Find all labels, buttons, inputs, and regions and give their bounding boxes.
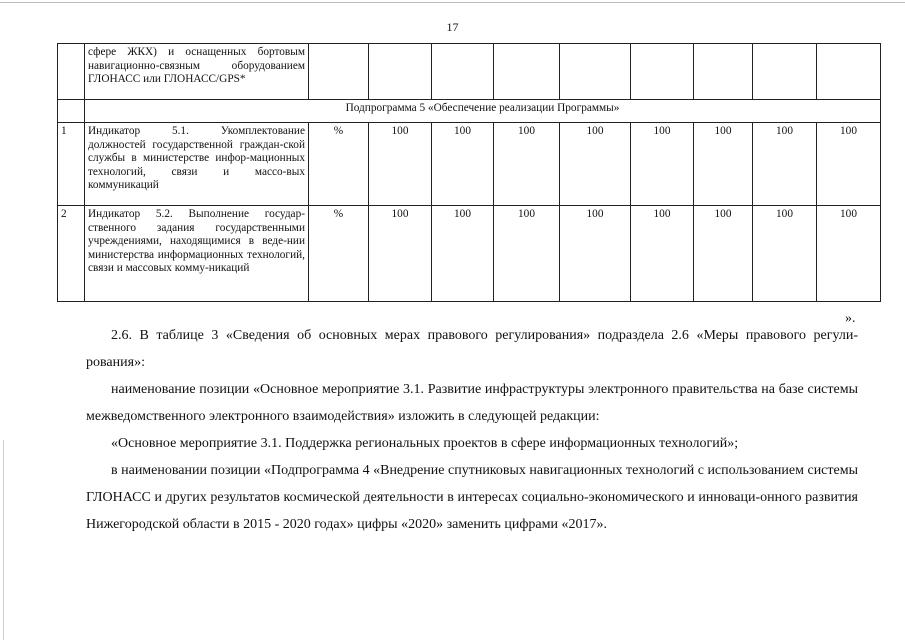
top-rule (0, 2, 905, 3)
indicator-value: 100 (432, 206, 494, 302)
indicator-value: 100 (369, 123, 432, 206)
amendment-text (86, 322, 858, 538)
table-cell (631, 44, 694, 100)
indicator-value: 100 (560, 123, 631, 206)
table-cell (494, 44, 560, 100)
table-cell (369, 44, 432, 100)
indicator-value: 100 (753, 123, 817, 206)
table-cell (694, 44, 753, 100)
table-row (58, 206, 881, 302)
subprogram-heading: Подпрограмма 5 «Обеспечение реализации Программы» (85, 100, 881, 123)
indicator-name: Индикатор 5.1. Укомплектование должностей государственной граждан-ской службы в министерстве инфор-мационных технологий, связи и массо-вых коммуникаций (85, 123, 309, 206)
closing-quote: ». (845, 311, 856, 326)
table-cell (560, 44, 631, 100)
continuation-text: сфере ЖКХ) и оснащенных бортовым навигационно-связным оборудованием ГЛОНАСС или ГЛОНАСС/GPS* (85, 44, 309, 100)
table-cell (58, 44, 85, 100)
indicator-value: 100 (432, 123, 494, 206)
indicator-unit: % (309, 206, 369, 302)
indicator-value: 100 (817, 206, 881, 302)
indicator-unit: % (309, 123, 369, 206)
table-cell (309, 44, 369, 100)
table-row (58, 123, 881, 206)
indicator-value: 100 (817, 123, 881, 206)
table-cell (58, 100, 85, 123)
row-number: 2 (58, 206, 85, 302)
indicator-value: 100 (560, 206, 631, 302)
paragraph: наименование позиции «Основное мероприятие 3.1. Развитие инфраструктуры электронного правительства на базе системы межведомственного электронного взаимодействия» изложить в следующей редакции: (86, 382, 858, 424)
left-margin-rule (3, 440, 4, 640)
indicator-value: 100 (694, 206, 753, 302)
paragraph: 2.6. В таблице 3 «Сведения об основных мерах правового регулирования» подраздела 2.6 «Меры правового регули-рования»: (86, 328, 858, 370)
table-cell (432, 44, 494, 100)
indicator-value: 100 (631, 206, 694, 302)
table-row-subprogram (58, 100, 881, 123)
indicator-name: Индикатор 5.2. Выполнение государ-ственного задания государственными учреждениями, находящимися в веде-нии министерства информационных технологий, связи и массовых комму-никаций (85, 206, 309, 302)
paragraph: «Основное мероприятие 3.1. Поддержка региональных проектов в сфере информационных технологий»; (111, 436, 739, 451)
indicators-table (57, 43, 881, 302)
page-number: 17 (446, 20, 459, 34)
indicator-value: 100 (494, 206, 560, 302)
indicator-value: 100 (631, 123, 694, 206)
indicator-value: 100 (753, 206, 817, 302)
indicator-value: 100 (694, 123, 753, 206)
paragraph: в наименовании позиции «Подпрограмма 4 «Внедрение спутниковых навигационных технологий с использованием системы ГЛОНАСС и других результатов космической деятельности в интересах социально-экономического и инноваци-онного развития Нижегородской области в 2015 - 2020 годах» цифры «2020» заменить цифрами «2017». (86, 463, 858, 532)
row-number: 1 (58, 123, 85, 206)
indicator-value: 100 (369, 206, 432, 302)
table-row-continuation (58, 44, 881, 100)
indicator-value: 100 (494, 123, 560, 206)
table-cell (753, 44, 817, 100)
table-cell (817, 44, 881, 100)
